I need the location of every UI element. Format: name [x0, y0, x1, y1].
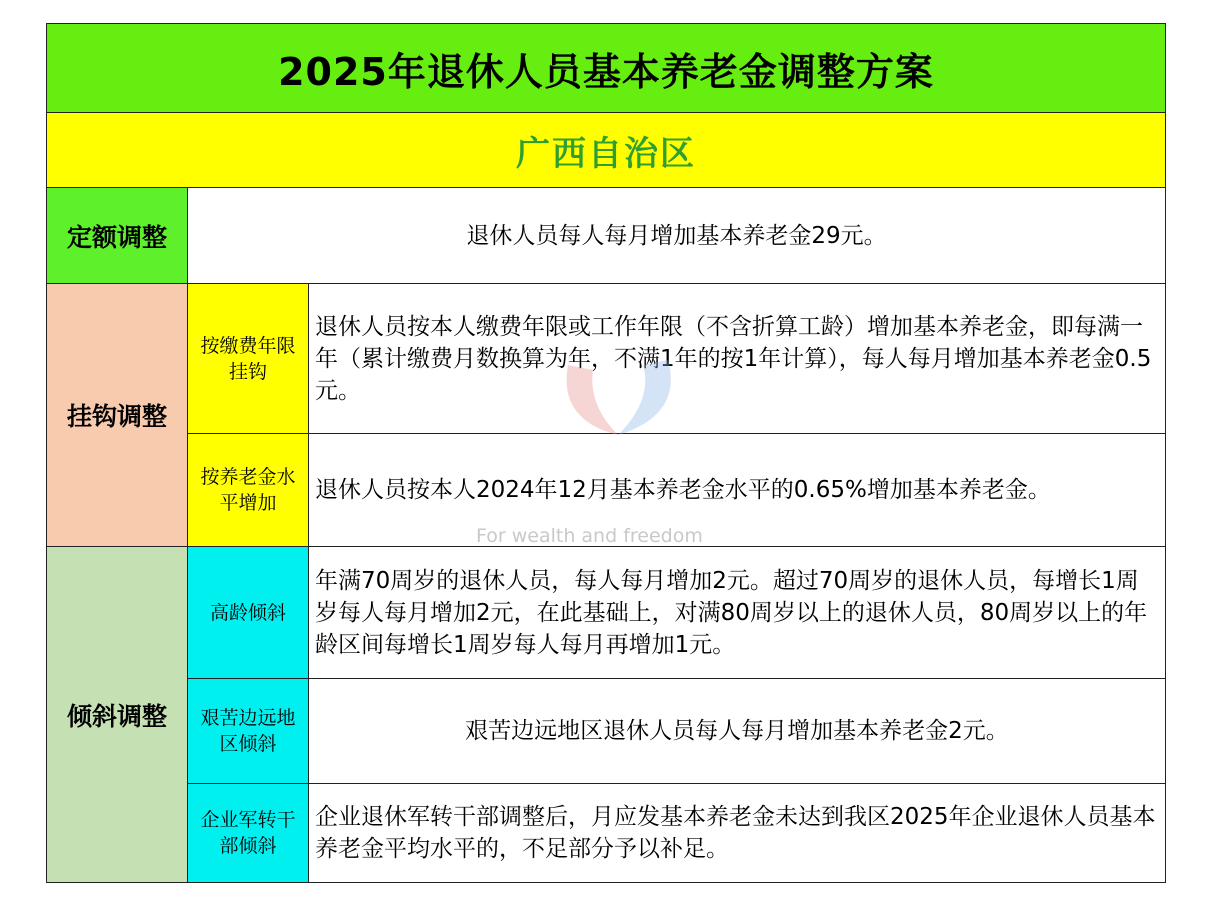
- category-fixed-adjustment: 定额调整: [47, 188, 188, 284]
- sub-remote-area-tilt: 艰苦边远地区倾斜: [188, 679, 309, 784]
- sub-elderly-tilt: 高龄倾斜: [188, 547, 309, 679]
- table-title: 2025年退休人员基本养老金调整方案: [47, 24, 1166, 113]
- elderly-tilt-description: 年满70周岁的退休人员，每人每月增加2元。超过70周岁的退休人员，每增长1周岁每人每月增加2元，在此基础上，对满80周岁以上的退休人员，80周岁以上的年龄区间每增长1周岁每人每月再增加1元。: [309, 547, 1166, 679]
- category-linked-adjustment: 挂钩调整: [47, 284, 188, 547]
- category-tilt-adjustment: 倾斜调整: [47, 547, 188, 883]
- fixed-adjustment-description: 退休人员每人每月增加基本养老金29元。: [188, 188, 1166, 284]
- remote-area-tilt-description: 艰苦边远地区退休人员每人每月增加基本养老金2元。: [309, 679, 1166, 784]
- region-header: 广西自治区: [47, 113, 1166, 188]
- pension-level-description: 退休人员按本人2024年12月基本养老金水平的0.65%增加基本养老金。: [309, 434, 1166, 547]
- contribution-years-description: 退休人员按本人缴费年限或工作年限（不含折算工龄）增加基本养老金，即每满一年（累计缴费月数换算为年，不满1年的按1年计算），每人每月增加基本养老金0.5元。: [309, 284, 1166, 434]
- sub-contribution-years: 按缴费年限挂钩: [188, 284, 309, 434]
- sub-pension-level: 按养老金水平增加: [188, 434, 309, 547]
- military-cadre-tilt-description: 企业退休军转干部调整后，月应发基本养老金未达到我区2025年企业退休人员基本养老金平均水平的，不足部分予以补足。: [309, 784, 1166, 883]
- pension-adjustment-table: [46, 23, 1166, 883]
- watermark-text: For wealth and freedom: [476, 525, 703, 547]
- sub-military-cadre-tilt: 企业军转干部倾斜: [188, 784, 309, 883]
